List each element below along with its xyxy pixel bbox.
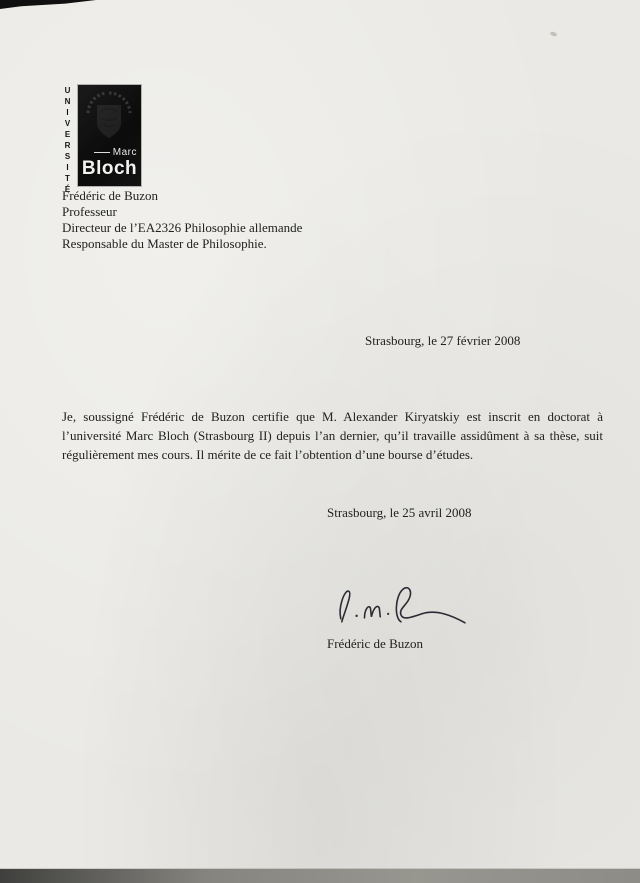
signature-name: Frédéric de Buzon [327,636,424,651]
scan-artifact-bottom-edge [0,869,640,883]
date-line-first: Strasbourg, le 27 février 2008 [365,333,521,348]
logo-name-small [94,147,137,158]
logo-vertical-university-text: UNIVERSITÉ [63,86,72,196]
letter-body: Je, soussigné Frédéric de Buzon certifie que M. Alexander Kiryatskiy est inscrit en doctorat à l’université Marc Bloch (Strasbourg II) depuis l’an dernier, qu’il travaille assidûment à sa thèse, suit régulièrement mes cours. Il mérite de ce fait l’obtention d’une bourse d’études. [62,409,603,462]
date-line-second: Strasbourg, le 25 avril 2008 [327,505,472,520]
logo-name-small-text: Marc [112,147,137,158]
sender-role-2: Responsable du Master de Philosophie. [62,236,267,251]
logo-rule [94,152,110,153]
sender-block [62,188,302,252]
crest-icon [80,87,138,149]
handwritten-signature-icon [330,576,468,636]
university-logo [78,85,141,186]
scan-artifact-top-left [0,0,96,9]
sender-title: Professeur [62,204,117,219]
logo-name-large: Bloch [81,158,138,179]
scan-artifact-speck [550,31,558,37]
sender-role-1: Directeur de l’EA2326 Philosophie allemande [62,220,303,235]
sender-name: Frédéric de Buzon [62,188,159,203]
